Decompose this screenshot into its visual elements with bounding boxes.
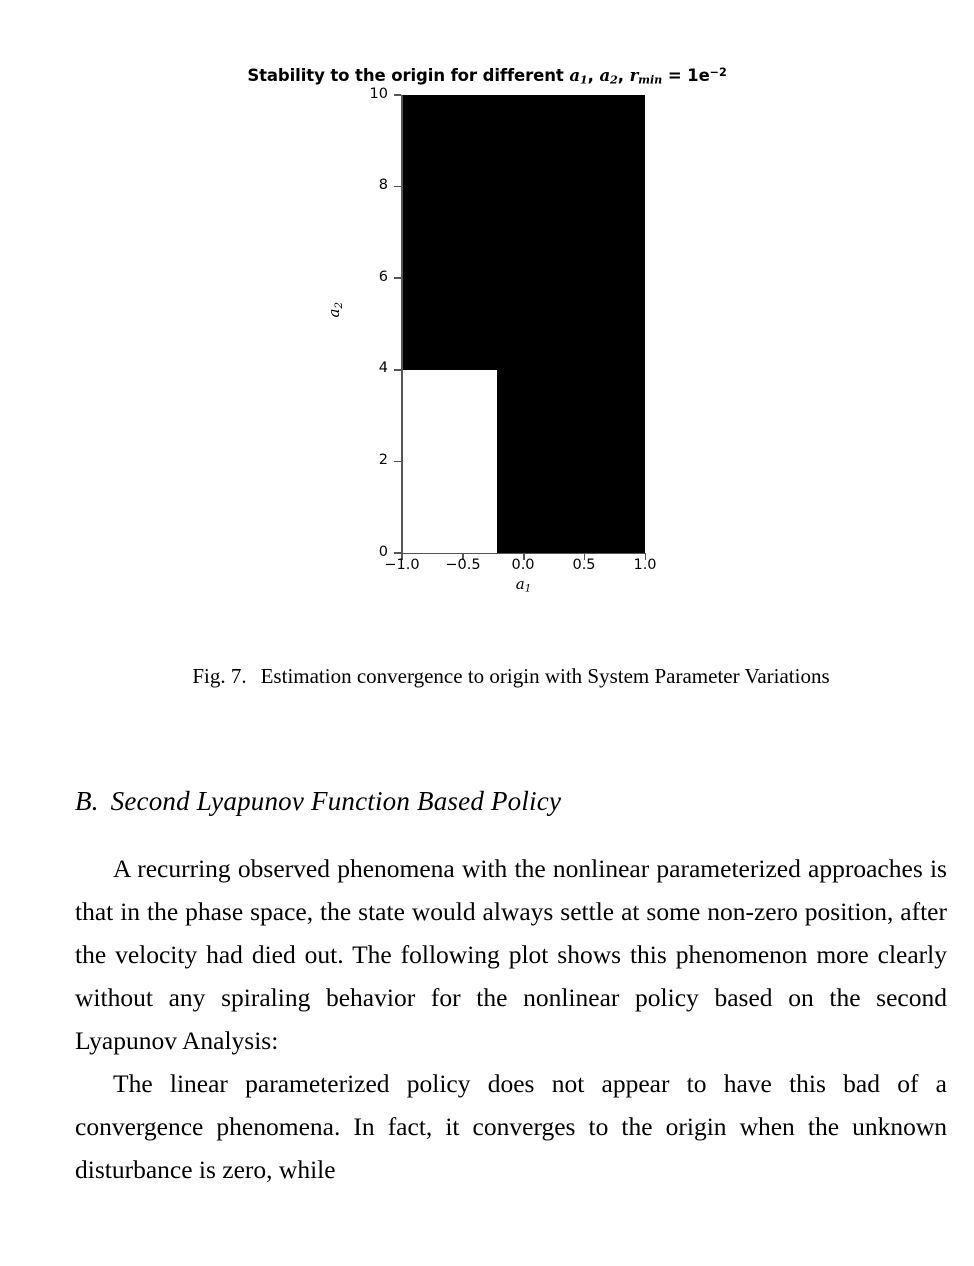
stable-region-patch [402,370,497,553]
chart-title [0,66,974,87]
paragraph-2: The linear parameterized policy does not appear to have this bad of a convergence phenomena. In fact, it converges to the origin when the unknown disturbance is zero, while [75,1069,947,1184]
y-axis-spine [401,95,403,554]
x-axis-label: $a_1$ [515,575,532,595]
y-ticklabel-8: 8 [378,177,388,193]
x-ticklabel-1: 1.0 [633,557,657,573]
section-letter: B. [75,786,99,816]
y-ticklabel-2-wrap [336,452,388,470]
x-ticklabel-neg1: −1.0 [384,557,420,573]
chart-title-var-a2: $a_2$ [599,66,618,87]
y-axis-label: $a_2$ [325,302,345,318]
figure-7 [0,0,974,630]
y-tick-10 [394,94,401,96]
y-ticklabel-4: 4 [378,360,388,376]
chart-title-exponent: −2 [709,66,727,79]
chart-title-equals: = 1e [662,66,710,86]
chart-title-var-a1: $a_1$ [569,66,588,87]
y-tick-8 [394,186,401,188]
x-ticklabel-0: 0.0 [511,557,535,573]
y-ticklabel-2: 2 [378,452,388,468]
chart-title-sep-1: , [587,66,600,86]
y-tick-0 [394,552,401,554]
section-title: Second Lyapunov Function Based Policy [110,786,562,816]
chart-title-prefix: Stability to the origin for different [247,66,570,86]
y-ticklabel-10-wrap [336,86,388,104]
y-tick-6 [394,277,401,279]
section-heading [75,786,947,817]
figure-caption-number: Fig. 7. [192,664,247,688]
y-tick-4 [394,369,401,371]
y-tick-2 [394,461,401,463]
y-ticklabel-10: 10 [369,86,388,102]
y-ticklabel-0: 0 [378,544,388,560]
x-ticklabel-05: 0.5 [572,557,596,573]
plot-area [402,95,645,553]
x-ticklabel-neg05: −0.5 [445,557,481,573]
y-ticklabel-8-wrap [336,177,388,195]
chart-title-sep-2: , [617,66,630,86]
chart-title-var-rmin: $r_{min}$ [629,66,663,87]
body-column [75,786,947,1191]
figure-caption-text: Estimation convergence to origin with System Parameter Variations [260,664,830,688]
figure-caption [75,663,947,689]
paragraph-1: A recurring observed phenomena with the nonlinear parameterized approaches is that in the phase space, the state would always settle at some non-zero position, after the velocity had died out. The following plot shows this phenomenon more clearly without any spiraling behavior for the nonlinear policy based on the second Lyapunov Analysis: [75,854,947,1055]
y-ticklabel-6-wrap [336,269,388,287]
y-ticklabel-6: 6 [378,269,388,285]
y-ticklabel-4-wrap [336,360,388,378]
